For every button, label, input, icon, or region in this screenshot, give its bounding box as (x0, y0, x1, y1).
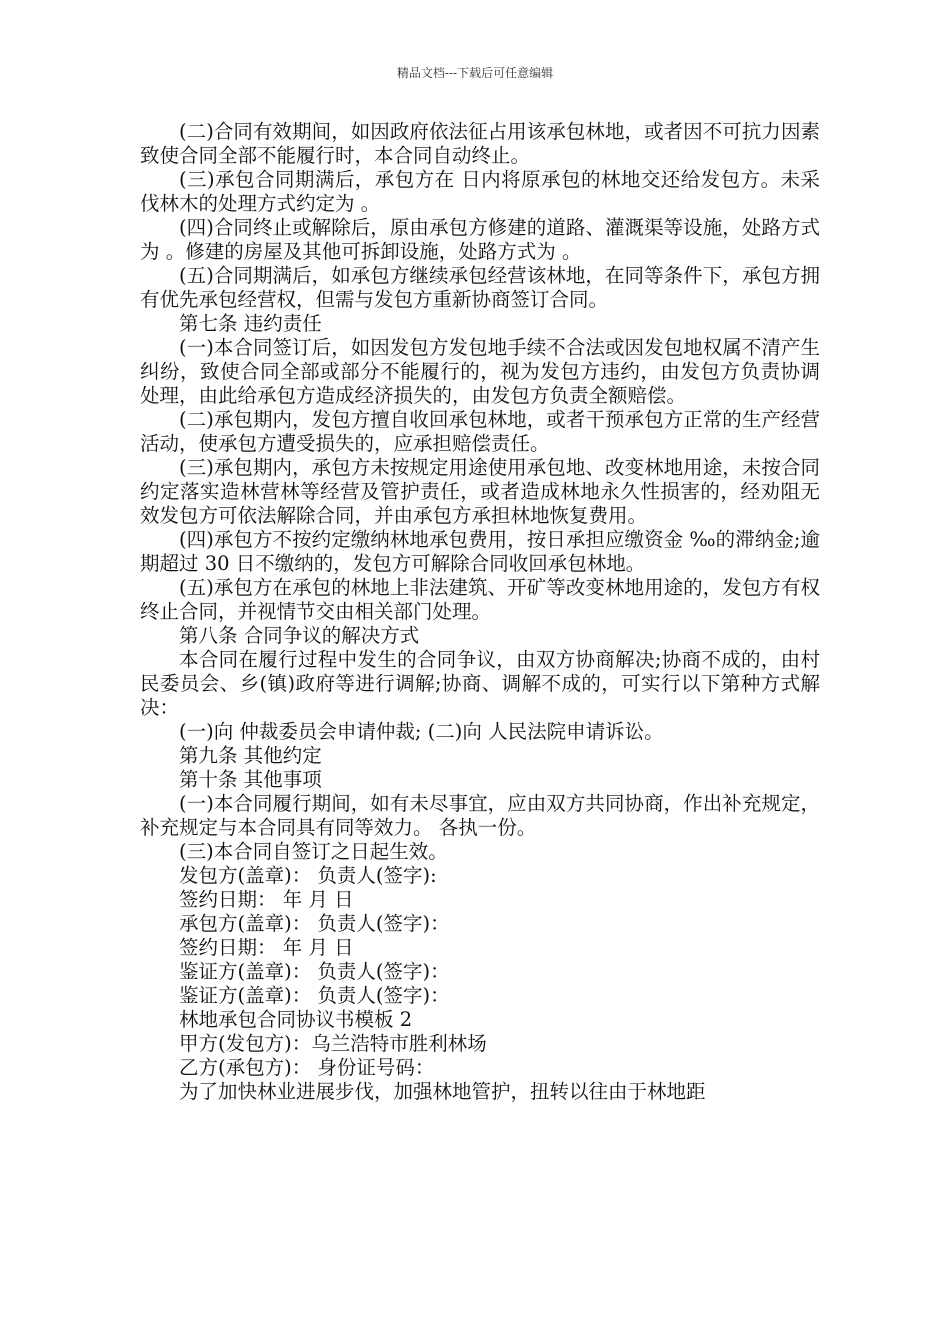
section-heading: 第九条 其他约定 (179, 744, 322, 767)
paragraph: (三)承包合同期满后，承包方在 日内将原承包的林地交还给发包方。未采伐林木的处理方式约定为 。 (140, 168, 820, 215)
document-body (140, 120, 820, 1104)
paragraph: (一)本合同签订后，如因发包方发包地手续不合法或因发包地权属不清产生纠纷，致使合同全部或部分不能履行的，视为发包方违约，由发包方负责协调处理，由此给承包方造成经济损失的，由发包方负责全额赔偿。 (140, 336, 820, 407)
party-b-line: 乙方(承包方)： 身份证号码： (179, 1056, 435, 1079)
signature-line: 鉴证方(盖章)： 负责人(签字)： (179, 984, 450, 1007)
page-header: 精品文档---下载后可任意编辑 (396, 66, 554, 80)
paragraph: (五)承包方在承包的林地上非法建筑、开矿等改变林地用途的，发包方有权终止合同，并视情节交由相关部门处理。 (140, 576, 820, 623)
paragraph: (二)合同有效期间，如因政府依法征占用该承包林地，或者因不可抗力因素致使合同全部不能履行时，本合同自动终止。 (140, 120, 820, 167)
paragraph: (一)本合同履行期间，如有未尽事宜，应由双方共同协商，作出补充规定，补充规定与本合同具有同等效力。 各执一份。 (140, 792, 820, 839)
paragraph: (五)合同期满后，如承包方继续承包经营该林地，在同等条件下，承包方拥有优先承包经营权，但需与发包方重新协商签订合同。 (140, 264, 820, 311)
paragraph: (二)承包期内，发包方擅自收回承包林地，或者干预承包方正常的生产经营活动，使承包方遭受损失的，应承担赔偿责任。 (140, 408, 820, 455)
paragraph: (三)承包期内，承包方未按规定用途使用承包地、改变林地用途，未按合同约定落实造林营林等经营及管护责任，或者造成林地永久性损害的，经劝阻无效发包方可依法解除合同，并由承包方承担林地恢复费用。 (140, 456, 820, 527)
paragraph: (四)承包方不按约定缴纳林地承包费用，按日承担应缴资金 ‰的滞纳金;逾期超过 30 日不缴纳的，发包方可解除合同收回承包林地。 (140, 528, 820, 575)
paragraph: (三)本合同自签订之日起生效。 (179, 840, 448, 863)
paragraph: (一)向 仲裁委员会申请仲裁; (二)向 人民法院申请诉讼。 (179, 720, 664, 743)
signature-line: 鉴证方(盖章)： 负责人(签字)： (179, 960, 450, 983)
party-a-line: 甲方(发包方)：乌兰浩特市胜利林场 (179, 1032, 487, 1055)
paragraph: 为了加快林业进展步伐，加强林地管护，扭转以往由于林地距 (179, 1080, 706, 1103)
paragraph: 本合同在履行过程中发生的合同争议，由双方协商解决;协商不成的，由村民委员会、乡(镇)政府等进行调解;协商、调解不成的，可实行以下第种方式解决： (140, 648, 820, 719)
section-heading: 第七条 违约责任 (179, 312, 322, 335)
section-heading: 第八条 合同争议的解决方式 (179, 624, 420, 647)
signature-line: 发包方(盖章)： 负责人(签字): (179, 864, 437, 887)
date-line: 签约日期： 年 月 日 (179, 888, 354, 911)
document-title: 林地承包合同协议书模板 2 (179, 1008, 413, 1031)
signature-line: 承包方(盖章)： 负责人(签字)： (179, 912, 450, 935)
paragraph: (四)合同终止或解除后，原由承包方修建的道路、灌溉渠等设施，处路方式为 。修建的房屋及其他可拆卸设施，处路方式为 。 (140, 216, 820, 263)
date-line: 签约日期： 年 月 日 (179, 936, 354, 959)
section-heading: 第十条 其他事项 (179, 768, 322, 791)
